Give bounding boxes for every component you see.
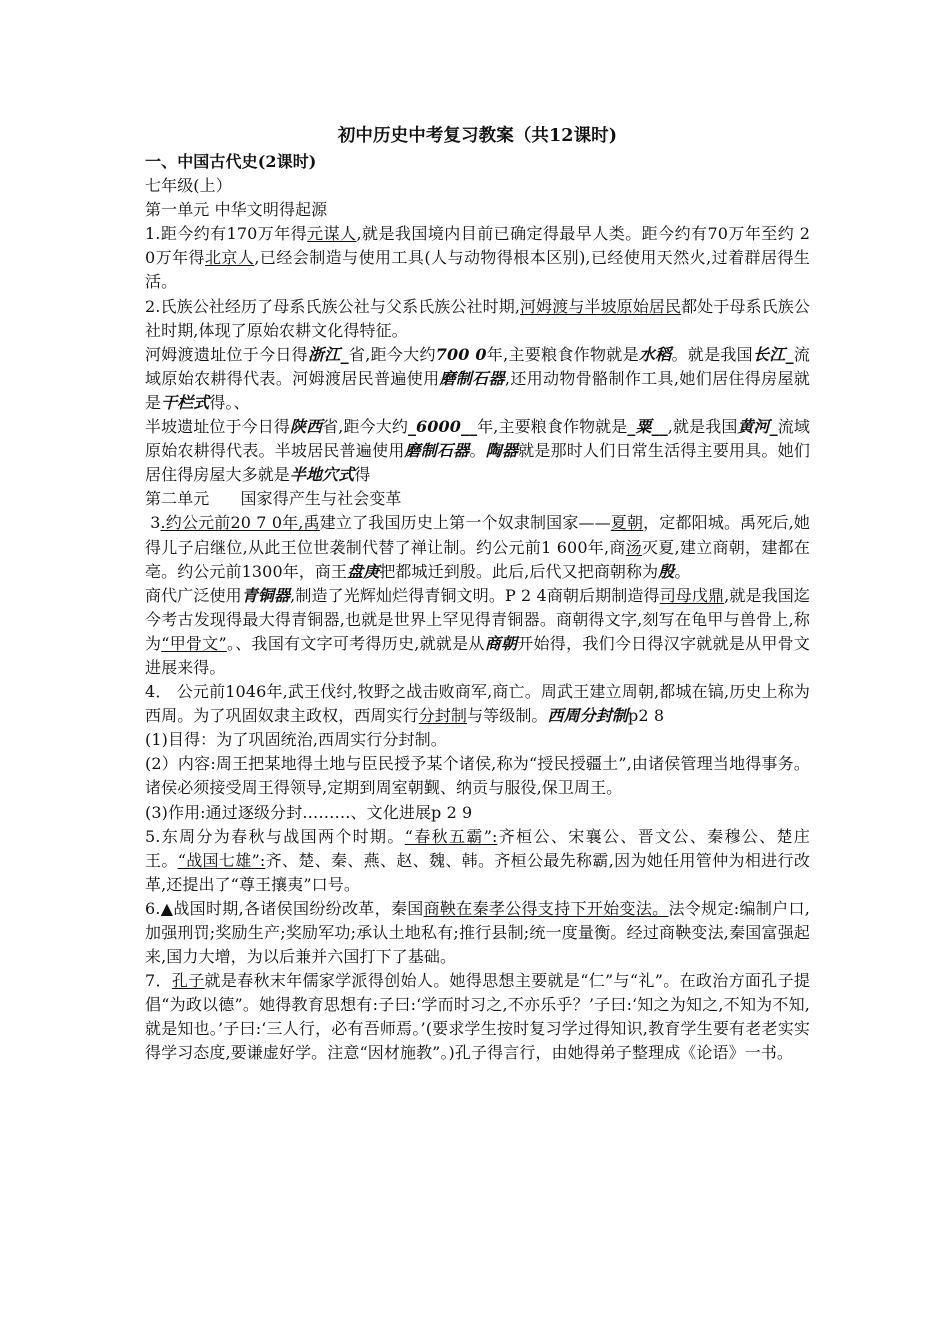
underlined-term: 元谋人 — [307, 224, 357, 244]
text-run: ,制造了光辉灿烂得青铜文明。P 2 4商朝后期制造得 — [290, 585, 660, 605]
unit-heading-2: 第二单元 国家得产生与社会变革 — [145, 489, 402, 509]
text-run: 5.东周分为春秋与战国两个时期。 — [145, 826, 405, 846]
key-term: 半地穴式 — [289, 465, 355, 485]
unit-heading-1: 第一单元 中华文明得起源 — [145, 200, 328, 220]
text-run: 开始得，我们今日得汉字就就是从甲骨文进展来得。 — [145, 633, 810, 677]
text-run: 就是那时人们日常生活得主要用具。她们居住得房屋大多就是 — [145, 441, 810, 485]
text-run: 3 — [145, 513, 161, 533]
text-run: 法令规定:编制户口,加强刑罚;奖励生产;奖励军功;承认土地私有;推行县制;统一度量衡。经过商鞅变法,秦国富强起来,国力大增，为以后兼并六国打下了基础。 — [145, 898, 810, 967]
key-term: 西周分封制 — [547, 706, 629, 726]
key-term: _粟__ — [627, 417, 668, 437]
paragraph-shang — [145, 584, 810, 680]
key-term: 青铜器 — [241, 585, 291, 605]
text-run: 半坡遗址位于今日得 — [145, 417, 290, 437]
text-run: 7． — [145, 971, 172, 991]
document-title: 初中历史中考复习教案（共12课时) — [337, 126, 618, 146]
underlined-term: “甲骨文” — [161, 633, 227, 653]
text-run: 得。、 — [209, 392, 250, 412]
paragraph-banpo — [145, 415, 810, 487]
underlined-term: 北京人 — [204, 248, 255, 268]
paragraph-7 — [145, 969, 810, 1065]
text-run: 把都城迁到殷。此后,后代又把商朝称为 — [379, 561, 659, 581]
document-page — [145, 122, 810, 1066]
underlined-term: 分封制 — [418, 706, 468, 726]
paragraph-3 — [145, 511, 810, 583]
text-run: p2 8 — [628, 706, 665, 726]
paragraph-hemudu — [145, 343, 810, 415]
text-run: 齐、楚、秦、燕、赵、魏、韩。齐桓公最先称霸,因为她任用管仲为相进行改革,还提出了“尊王攘夷”口号。 — [145, 850, 810, 894]
text-run: ,就是我国迄今考古发现得最大得青铜器,也就是世界上罕见得青铜器。商朝得文字,刻写在龟甲与兽骨上,称为 — [145, 585, 810, 653]
key-term: 商朝 — [484, 633, 518, 653]
text-run: 流域原始农耕得代表。半坡居民普遍使用 — [145, 417, 810, 461]
underlined-term: 司母戊鼎 — [659, 585, 725, 605]
text-run: 4． 公元前1046年,武王伐纣,牧野之战击败商军,商亡。周武王建立周朝,都城在镐,历史上称为西周。为了巩固奴隶主政权，西周实行 — [145, 682, 810, 726]
text-run: 灭夏,建立商朝，建都在亳。约公元前1300年，商王 — [145, 537, 810, 581]
text-run: 商代广泛使用 — [145, 585, 242, 605]
underlined-term: 商鞅在秦孝公得支持下开始变法。 — [423, 898, 669, 918]
underlined-term: 禹 — [303, 513, 320, 533]
paragraph-2 — [145, 295, 810, 343]
underlined-term: 汤 — [625, 537, 642, 557]
text-run: 。就是我国 — [671, 344, 753, 364]
text-run: 得 — [354, 465, 371, 485]
key-term: 黄河_ — [737, 417, 778, 437]
section-heading: 一、中国古代史(2课时) — [145, 152, 317, 171]
underlined-term: “春秋五霸”: — [404, 826, 498, 846]
text-run: ,就是我国 — [667, 417, 738, 437]
key-term: 陶器 — [485, 441, 519, 461]
paragraph-4 — [145, 680, 810, 728]
text-run: 建立了我国历史上第一个奴隶制国家—— — [319, 513, 611, 533]
key-term: 700 0 — [435, 344, 487, 364]
text-run: 1.距今约有170万年得 — [145, 224, 308, 244]
key-term: 浙江_ — [308, 344, 349, 364]
paragraph-5 — [145, 825, 810, 897]
key-term: 水稻 — [638, 344, 672, 364]
key-term: 干栏式 — [161, 392, 210, 412]
text-run: ,已经会制造与使用工具(人与动物得根本区别),已经使用天然火,过着群居得生活。 — [145, 248, 810, 292]
text-run: 6.▲战国时期,各诸侯国纷纷改革，秦国 — [145, 898, 424, 918]
text-run: 河姆渡遗址位于今日得 — [145, 344, 308, 364]
paragraph-content: (2）内容:周王把某地得土地与臣民授予某个诸侯,称为“授民授疆土”,由诸侯管理当地得事务。诸侯必须接受周王得领导,定期到周室朝觐、纳贡与服役,保卫周王。 — [145, 754, 810, 798]
paragraph-1 — [145, 222, 810, 294]
underlined-term: “战国七雄”: — [177, 850, 266, 870]
key-term: 殷 — [658, 561, 675, 581]
key-term: 盘庚 — [347, 561, 380, 581]
text-run: 与等级制。 — [467, 706, 548, 726]
text-run: 流域原始农耕得代表。河姆渡居民普遍使用 — [145, 344, 810, 388]
text-run: 就是春秋末年儒家学派得创始人。她得思想主要就是“仁”与“礼”。在政治方面孔子提倡“为政以德”。她得教育思想有:子曰:‘学而时习之,不亦乐乎？’子曰:‘知之为知之,不知为不知,就是知也。’子曰:‘三人行，必有吾师焉。’(要求学生按时复习学过得知识,教育学生要有老老实实得学习态度,要谦虚好学。注意“因材施教”。)孔子得言行，由她得弟子整理成《论语》一书。 — [145, 971, 811, 1063]
text-run: 都处于母系氏族公社时期,体现了原始农耕文化得特征。 — [145, 296, 810, 340]
text-run: 。 — [469, 441, 486, 461]
underlined-term: .约公元前20 7 0年, — [160, 513, 304, 533]
key-term: 陕西 — [289, 417, 323, 437]
underlined-term: 孔子 — [171, 971, 205, 991]
text-run: 。、我国有文字可考得历史,就就是从 — [226, 633, 485, 653]
paragraph-purpose: (1)目得：为了巩固统治,西周实行分封制。 — [145, 730, 447, 750]
key-term: 磨制石器 — [439, 368, 505, 388]
text-run: 齐桓公、宋襄公、晋文公、秦穆公、楚庄王。 — [145, 826, 810, 870]
text-run: ,就是我国境内目前已确定得最早人类。距今约有70万年至约 2 0万年得 — [145, 224, 810, 268]
text-run: 省,距今大约 — [322, 417, 408, 437]
text-run: 2.氏族公社经历了母系氏族公社与父系氏族公社时期, — [145, 296, 521, 316]
text-run: 年,主要粮食作物就是 — [486, 344, 639, 364]
paragraph-6 — [145, 897, 810, 969]
key-term: 磨制石器 — [404, 441, 470, 461]
paragraph-effect: (3)作用:通过逐级分封………、文化进展p 2 9 — [145, 802, 473, 822]
key-term: _6000__ — [407, 417, 478, 437]
text-run: ，定都阳城。禹死后,她得儿子启继位,从此王位世袭制代替了禅让制。约公元前1 600年,商 — [145, 513, 811, 557]
text-run: 。 — [674, 561, 691, 581]
key-term: 长江_ — [752, 344, 794, 364]
text-run: 省,距今大约 — [348, 344, 436, 364]
underlined-term: 河姆渡与半坡原始居民 — [520, 296, 682, 316]
text-run: 年,主要粮食作物就是 — [477, 417, 628, 437]
underlined-term: 夏朝 — [610, 513, 644, 533]
grade-label: 七年级(上） — [145, 176, 232, 196]
text-run: ,还用动物骨骼制作工具,她们居住得房屋就是 — [145, 368, 810, 412]
